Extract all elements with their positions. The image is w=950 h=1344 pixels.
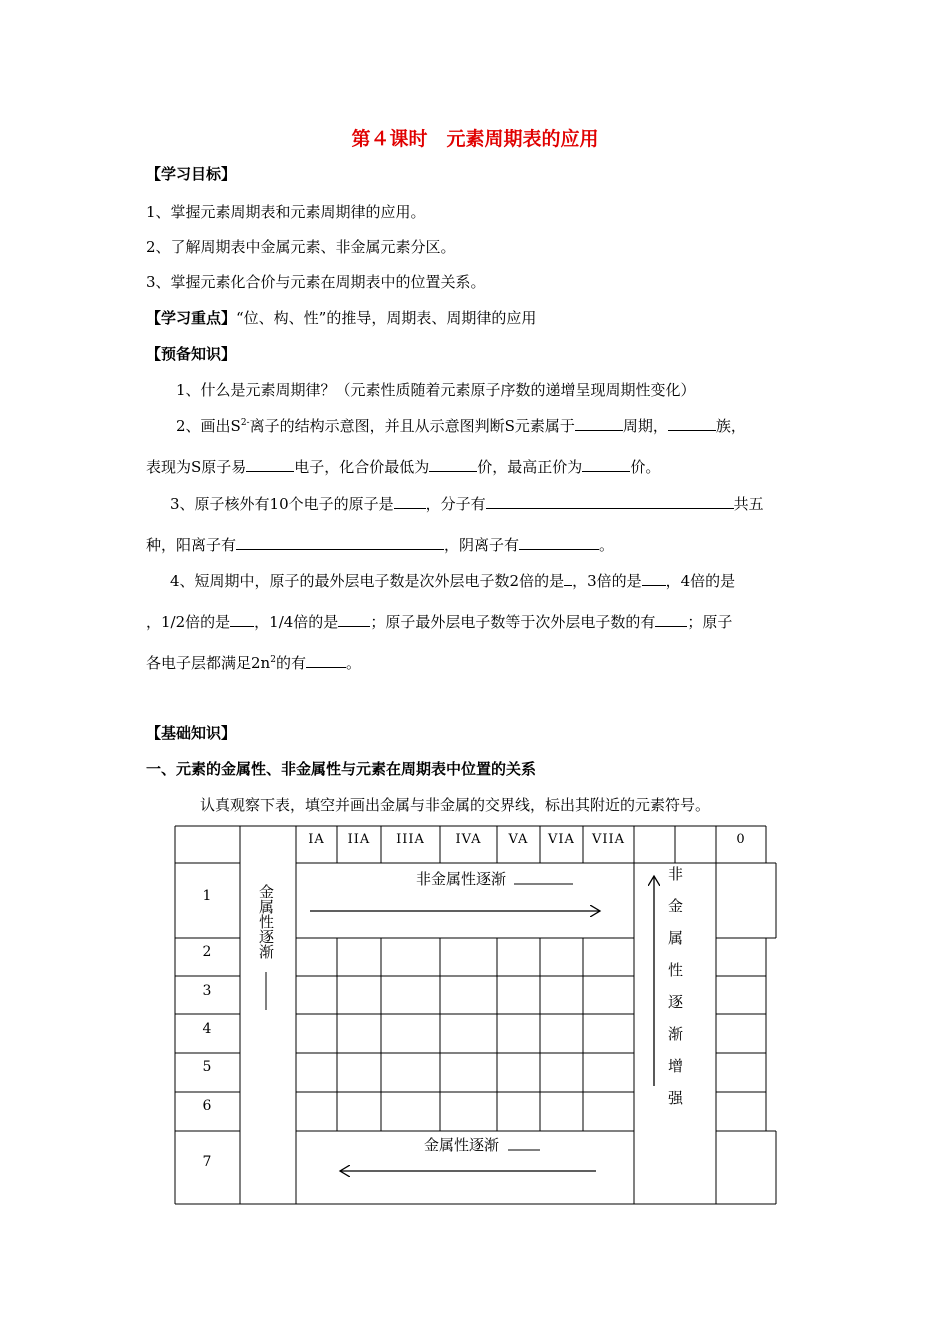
- q4-text: 各电子层都满足2n: [146, 654, 271, 672]
- q4-text: ；原子最外层电子数等于次外层电子数的有: [370, 613, 656, 631]
- goal-item: 3、掌握元素化合价与元素在周期表中的位置关系。: [146, 273, 486, 291]
- period-number: 6: [202, 1098, 212, 1114]
- q3-text: ，分子有: [425, 495, 486, 513]
- focus-text: “位、构、性”的推导，周期表、周期律的应用: [236, 309, 537, 327]
- q2-text: 族，: [715, 417, 746, 435]
- nonmetal-row-label: 非金属性逐渐: [416, 870, 507, 888]
- metal-row-label: 金属性逐渐: [424, 1136, 500, 1154]
- metal-trend-label: 金属性逐渐: [257, 884, 275, 959]
- q4-text: ；原子: [687, 613, 733, 631]
- q4-text: ，1/4倍的是: [254, 613, 339, 631]
- q3-text: 3、原子核外有10个电子的原子是: [170, 495, 394, 513]
- q4-text: 4、短周期中，原子的最外层电子数是次外层电子数2倍的是: [170, 572, 565, 590]
- q2-text: 价。: [630, 458, 661, 476]
- period-number: 4: [202, 1021, 212, 1037]
- period-number: 2: [202, 944, 212, 960]
- page-title: 第４课时 元素周期表的应用: [351, 128, 599, 150]
- part1-instruction: 认真观察下表，填空并画出金属与非金属的交界线，标出其附近的元素符号。: [200, 796, 711, 814]
- prep-q1: 1、什么是元素周期律？（元素性质随着元素原子序数的递增呈现周期性变化）: [176, 381, 696, 399]
- nonmetal-trend-label: 非金属性逐渐增强: [666, 866, 684, 1122]
- q3-text: ，阴离子有: [444, 536, 520, 554]
- q4-text: ，3倍的是: [572, 572, 642, 590]
- q4-superscript: 2: [270, 655, 276, 665]
- q2-text: 价，最高正价为: [477, 458, 583, 476]
- q2-text: 表现为S原子易: [146, 458, 247, 476]
- group-header: VIA: [548, 832, 575, 847]
- part1-title: 一、元素的金属性、非金属性与元素在周期表中位置的关系: [146, 760, 537, 778]
- q2-superscript: 2-: [240, 418, 250, 428]
- period-number: 1: [202, 888, 212, 904]
- q3-text: 种，阳离子有: [146, 536, 237, 554]
- group-header: IIA: [347, 832, 371, 847]
- group-header: IVA: [455, 832, 482, 847]
- q4-text: ，4倍的是: [665, 572, 736, 590]
- q2-text: 2、画出S: [176, 417, 241, 435]
- group-header: IA: [308, 832, 325, 847]
- period-number: 3: [202, 983, 212, 999]
- q2-text: 离子的结构示意图，并且从示意图判断S元素属于: [249, 417, 575, 435]
- goals-header: 【学习目标】: [146, 165, 237, 183]
- group-header: 0: [736, 832, 746, 847]
- q2-text: 周期，: [622, 417, 668, 435]
- q3-text: 共五: [733, 495, 764, 513]
- q4-text: 的有: [275, 654, 306, 672]
- group-header: VIIA: [591, 832, 626, 847]
- q3-text: 。: [599, 536, 615, 554]
- period-number: 5: [202, 1059, 212, 1075]
- group-header: VA: [508, 832, 529, 847]
- goal-item: 2、了解周期表中金属元素、非金属元素分区。: [146, 238, 456, 256]
- q2-text: 电子，化合价最低为: [294, 458, 430, 476]
- q4-text: 。: [345, 654, 361, 672]
- focus-header: 【学习重点】: [146, 309, 237, 327]
- goal-item: 1、掌握元素周期表和元素周期律的应用。: [146, 203, 426, 221]
- group-header: IIIA: [396, 832, 425, 847]
- basic-header: 【基础知识】: [146, 724, 237, 742]
- period-number: 7: [202, 1154, 212, 1170]
- prep-header: 【预备知识】: [146, 345, 237, 363]
- q4-text: ，1/2倍的是: [146, 613, 231, 631]
